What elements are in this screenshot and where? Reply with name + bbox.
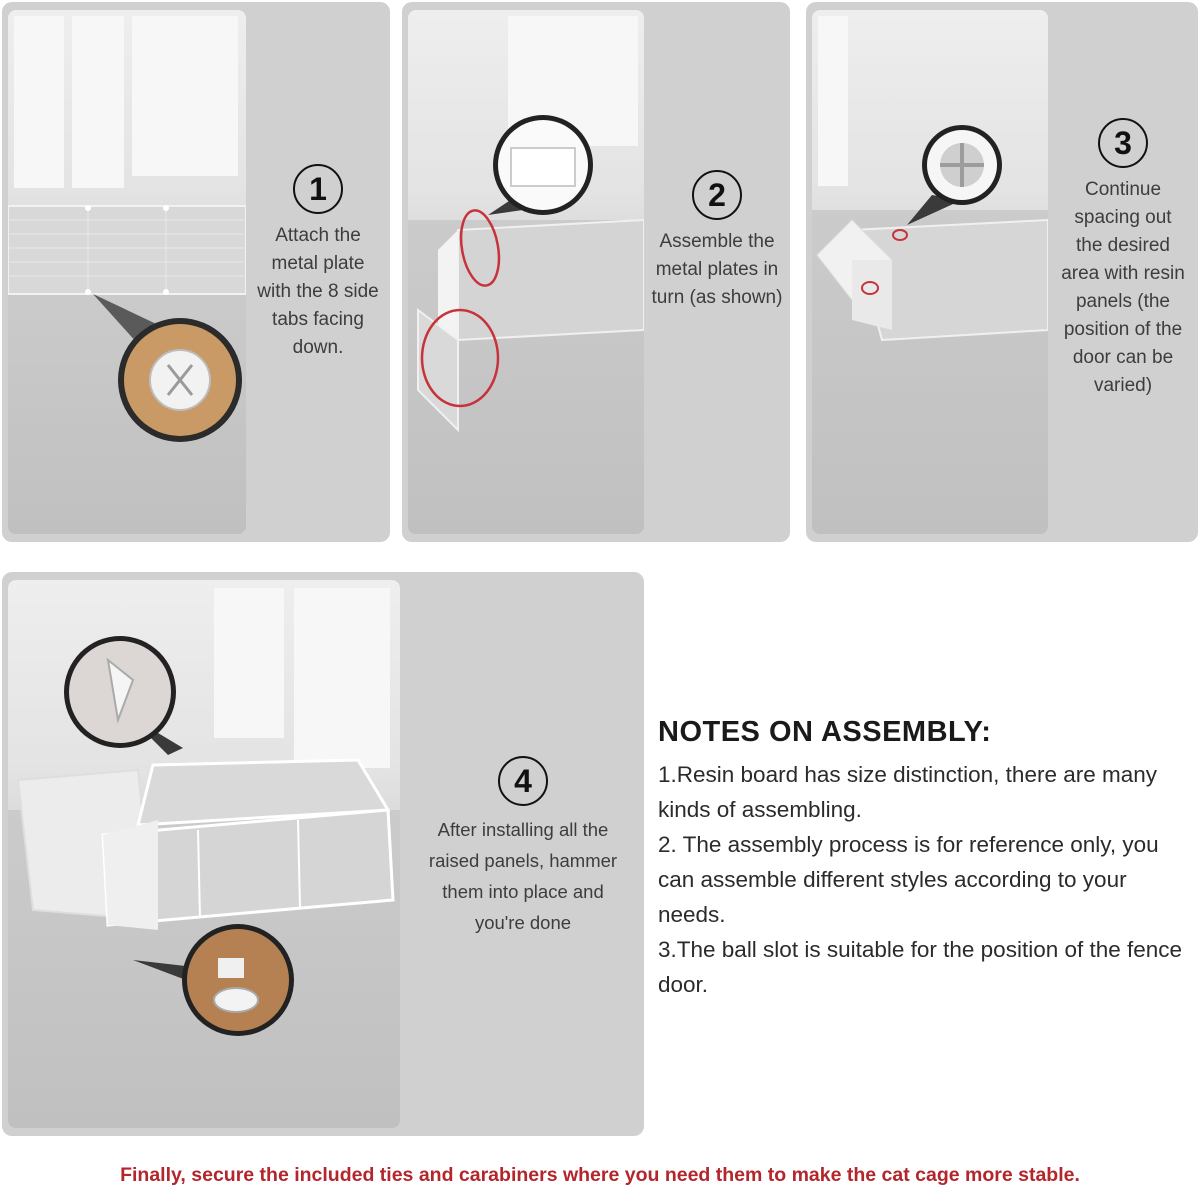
step-number-1: 1 [293, 164, 343, 214]
step-2-caption [644, 170, 790, 312]
resin-panel-illustration [812, 10, 1048, 534]
step-3-caption [1048, 118, 1198, 400]
step-number-2: 2 [692, 170, 742, 220]
step-number-4: 4 [498, 756, 548, 806]
note-item-1: 1.Resin board has size distinction, there are many kinds of assembling. [658, 762, 1158, 822]
notes-title: NOTES ON ASSEMBLY: [658, 716, 992, 748]
step-3-card [806, 2, 1198, 542]
step-2-photo [408, 10, 644, 534]
step-4-card [2, 572, 644, 1136]
step-1-caption [246, 164, 390, 362]
step-4-text: After installing all the raised panels, hammer them into place and you're done [428, 819, 618, 933]
step-4-caption [410, 756, 636, 938]
assembly-illustration [408, 10, 644, 534]
note-item-3: 3.The ball slot is suitable for the position of the fence door. [658, 937, 1183, 997]
step-number-3: 3 [1098, 118, 1148, 168]
step-1-card [2, 2, 390, 542]
step-2-card [402, 2, 790, 542]
step-3-text: Continue spacing out the desired area with resin panels (the position of the door can be varied) [1061, 179, 1185, 396]
step-1-text: Attach the metal plate with the 8 side tabs facing down. [257, 225, 379, 358]
step-3-photo [812, 10, 1048, 534]
footer-note: Finally, secure the included ties and carabiners where you need them to make the cat cage more stable. [120, 1164, 1080, 1186]
step-2-text: Assemble the metal plates in turn (as shown) [651, 231, 783, 308]
mesh-panels-illustration [8, 10, 246, 534]
assembly-notes [658, 716, 1198, 1002]
step-4-photo [8, 580, 400, 1128]
note-item-2: 2. The assembly process is for reference only, you can assemble different styles according to your needs. [658, 832, 1159, 927]
finished-fence-illustration [8, 580, 400, 1128]
step-1-photo [8, 10, 246, 534]
